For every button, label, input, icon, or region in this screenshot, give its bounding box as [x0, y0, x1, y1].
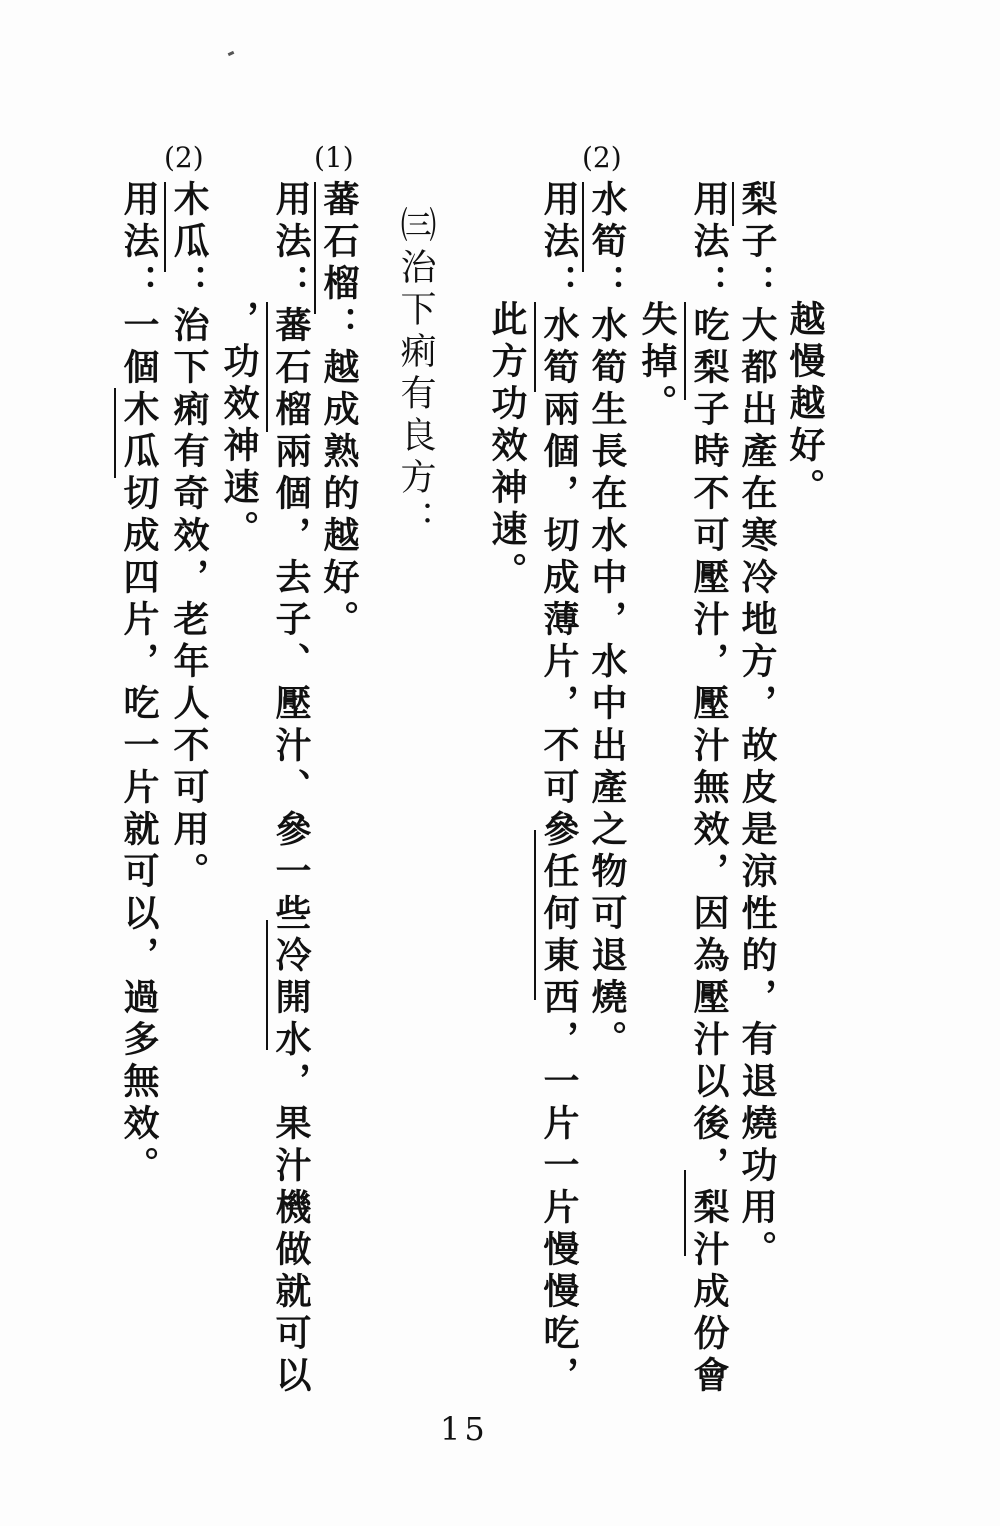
- water-bamboo-usage-underline-1: [534, 302, 536, 392]
- papaya-name-line: 木瓜：治下痢有奇效，老年人不可用。: [168, 180, 210, 894]
- pomegranate-name-line: 蕃石榴：越成熟的越好。: [318, 180, 360, 642]
- water-bamboo-marker: (2): [582, 141, 622, 174]
- pear-name-line: 梨子：大都出產在寒冷地方，故皮是涼性的，有退燒功用。: [736, 180, 778, 1272]
- pomegranate-marker: (1): [314, 141, 354, 174]
- section-three-heading: ㈢治下痢有良方：: [395, 206, 436, 542]
- scan-speck: [228, 51, 235, 56]
- papaya-marker: (2): [164, 141, 204, 174]
- pear-underline: [732, 182, 734, 226]
- water-bamboo-usage-line: 用法：水筍兩個，切成薄片，不可參任何東西，一片一片慢慢吃，: [538, 180, 580, 1398]
- water-bamboo-name-line: 水筍：水筍生長在水中，水中出產之物可退燒。: [586, 180, 628, 1062]
- water-bamboo-underline: [582, 182, 584, 272]
- papaya-underline: [164, 182, 166, 272]
- pear-usage-continuation: 失掉。: [636, 300, 678, 426]
- pomegranate-underline: [314, 182, 316, 314]
- pear-usage-line: 用法：吃梨子時不可壓汁，壓汁無效，因為壓汁以後，梨汁成份會: [688, 180, 730, 1398]
- text-column-continuation: 越慢越好。: [784, 300, 826, 510]
- pear-usage-underline-2: [684, 1170, 686, 1256]
- papaya-usage-underline: [114, 388, 116, 478]
- pomegranate-usage-underline-1: [266, 302, 268, 432]
- pomegranate-usage-underline-2: [266, 920, 268, 1050]
- water-bamboo-usage-continuation: 此方功效神速。: [486, 300, 528, 594]
- water-bamboo-usage-underline-2: [534, 830, 536, 1000]
- papaya-usage-line: 用法：一個木瓜切成四片，吃一片就可以，過多無效。: [118, 180, 160, 1188]
- pear-usage-underline-1: [684, 302, 686, 400]
- pomegranate-usage-continuation: ，功效神速。: [218, 300, 260, 552]
- page-number: 15: [440, 1410, 489, 1448]
- pomegranate-usage-line: 用法：蕃石榴兩個，去子、壓汁、參一些冷開水，果汁機做就可以: [270, 180, 312, 1398]
